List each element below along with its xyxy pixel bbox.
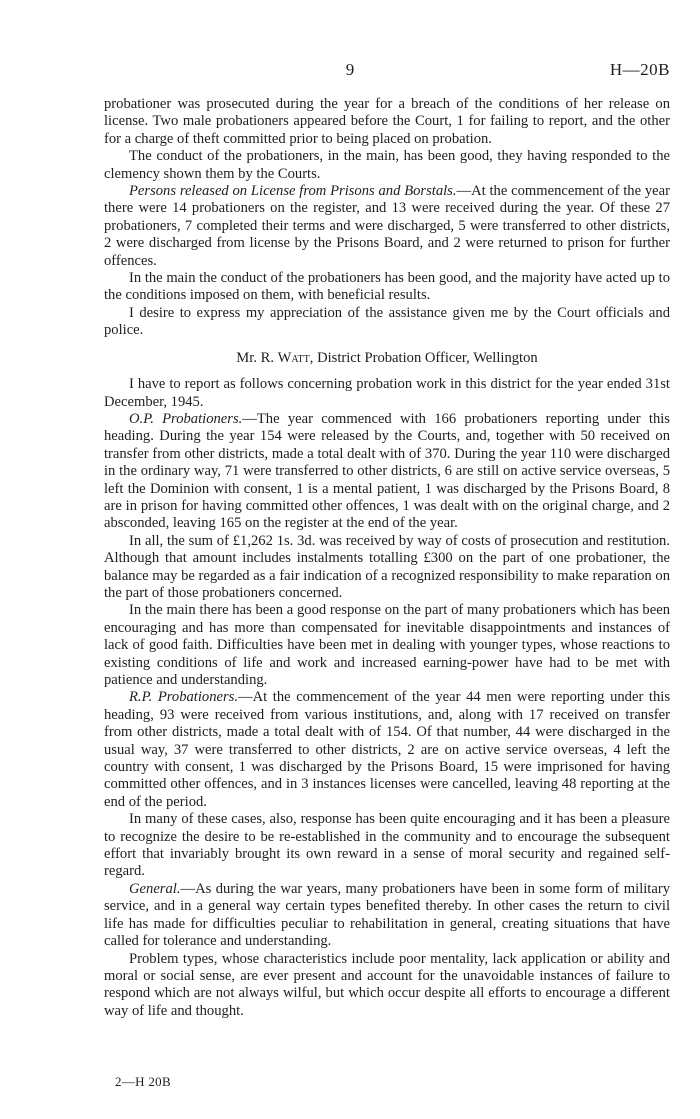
paragraph-heading: R.P. Probationers.	[129, 689, 238, 706]
paragraph: The conduct of the probationers, in the main, has been good, they having responded to the clemency shown them by the Courts.	[104, 148, 670, 182]
officer-name: Watt	[277, 349, 310, 366]
paragraph: In all, the sum of £1,262 1s. 3d. was received by way of costs of prosecution and restitution. Although that amount includes instalments totalling £300 on the part of one probationer, the balance may be regarded as a fair indication of a recognized responsibility to make reparation on the part of those probationers concerned.	[104, 532, 670, 601]
paragraph	[104, 689, 670, 811]
paragraph-text: —At the commencement of the year 44 men were reporting under this heading, 93 were received from various institutions, and, along with 17 received on transfer from other districts, made a total dealt with of 154. Of that number, 44 were discharged in the usual way, 37 were transferred to other districts, 2 are on active service overseas, 4 left the country with consent, 1 was discharged by the Prisons Board, 15 were imprisoned for having committed other offences, and in 3 instances licenses were cancelled, leaving 48 reporting at the end of the period.	[104, 689, 670, 810]
paragraph-heading: O.P. Probationers.	[129, 410, 243, 427]
paragraph: In the main the conduct of the probationers has been good, and the majority have acted up to the conditions imposed on them, with beneficial results.	[104, 270, 670, 304]
paragraph: probationer was prosecuted during the year for a breach of the conditions of her release on license. Two male probationers appeared before the Court, 1 for failing to report, and the other for a charge of theft committed prior to being placed on probation.	[104, 96, 670, 147]
document-reference: H—20B	[609, 60, 670, 79]
paragraph: In the main there has been a good response on the part of many probationers which has been encouraging and has more than compensated for inevitable disappointments and instances of lack of good faith. Difficulties have been met in dealing with younger types, whose reactions to existing conditions of life and work and increased earning-power have had to be met with patience and understanding.	[104, 602, 670, 688]
paragraph-text: —The year commenced with 166 probationers reporting under this heading. During the year 154 were released by the Courts, and, together with 50 received on transfer from other districts, made a total dealt with of 370. During the year 110 were discharged in the ordinary way, 71 were transferred to other districts, 6 are still on active service overseas, 5 left the Dominion with consent, 1 is a mental patient, 1 was discharged by the Prisons Board, 8 are in prison for having committed other offences, 1 was dealt with on the original charge, and 2 absconded, leaving 165 on the register at the end of the year.	[104, 410, 670, 532]
paragraph	[104, 881, 670, 951]
page-footer-signature: 2—H 20B	[115, 1074, 171, 1089]
paragraph-heading: Persons released on License from Prisons and Borstals.	[129, 183, 457, 200]
paragraph: I desire to express my appreciation of the assistance given me by the Court officials and police.	[104, 304, 670, 339]
page-number: 9	[345, 60, 355, 79]
body-text	[104, 96, 670, 1020]
paragraph: In many of these cases, also, response has been quite encouraging and it has been a pleasure to recognize the desire to be re-established in the community and to encourage the subsequent effort that invariably brought its own reward in a sense of moral security and regained self-regard.	[104, 811, 670, 880]
paragraph	[104, 183, 670, 270]
paragraph: I have to report as follows concerning probation work in this district for the year ended 31st December, 1945.	[104, 376, 670, 410]
paragraph-text: —As during the war years, many probationers have been in some form of military service, and in a general way certain types benefited thereby. In other cases the return to civil life has made for difficulties peculiar to rehabilitation in general, creating situations that have called for tolerance and understanding.	[104, 880, 670, 950]
paragraph: Problem types, whose characteristics include poor mentality, lack application or ability and moral or social sense, are ever present and account for the unavoidable instances of failure to respond which are not always wilful, but which occur despite all efforts to encourage a different way of life and thought.	[104, 950, 670, 1019]
page-header	[0, 60, 700, 84]
paragraph	[104, 411, 670, 533]
paragraph-text: —At the commencement of the year there were 14 probationers on the register, and 13 were received during the year. Of these 27 probationers, 7 completed their terms and were discharged, 5 were transferred to other districts, 2 were discharged from license by the Prisons Board, and 2 were returned to prison for further offences.	[104, 183, 670, 269]
paragraph-heading: General.	[129, 880, 181, 897]
section-heading: Mr. R. Watt, District Probation Officer, Wellington	[236, 349, 538, 366]
